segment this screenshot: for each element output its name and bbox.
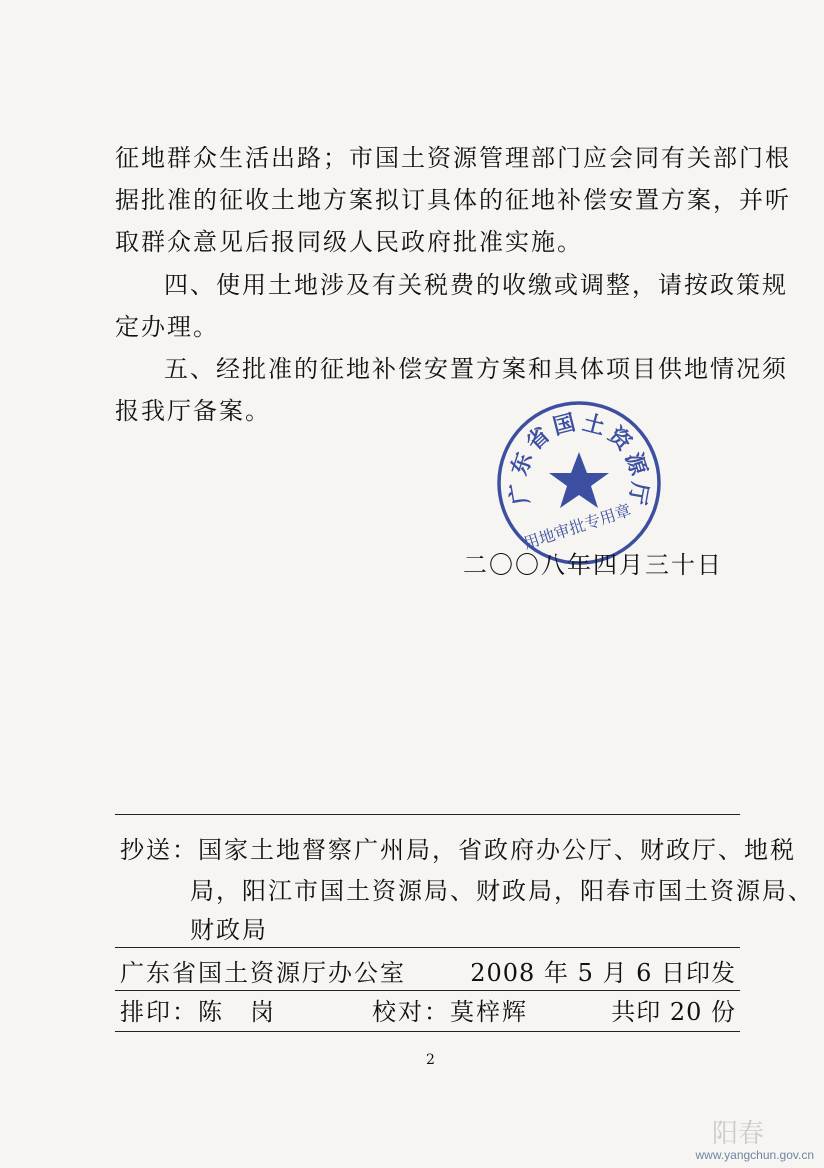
official-seal — [494, 398, 664, 568]
body-line-1: 征地群众生活出路；市国土资源管理部门应会同有关部门根 — [115, 144, 791, 172]
cc-line-3: 财政局 — [190, 916, 268, 944]
divider-bottom — [115, 1031, 740, 1032]
issuing-office: 广东省国土资源厅办公室 — [120, 959, 406, 987]
divider-top — [115, 814, 740, 815]
cc-line-2: 局，阳江市国土资源局、财政局，阳春市国土资源局、 — [190, 877, 814, 905]
body-line-3: 取群众意见后报同级人民政府批准实施。 — [115, 228, 583, 256]
seal-purpose-text: 用地审批专用章 — [521, 500, 634, 554]
body-line-2: 据批准的征收土地方案拟订具体的征地补偿安置方案，并听 — [115, 186, 791, 214]
body-line-4: 四、使用土地涉及有关税费的收缴或调整，请按政策规 — [164, 271, 788, 299]
body-line-7: 报我厅备案。 — [115, 397, 271, 425]
seal-char: 广 — [505, 480, 535, 507]
proofreader: 校对：莫梓辉 — [372, 998, 528, 1026]
divider-thin — [115, 990, 740, 991]
issue-date: 2008 年 5 月 6 日印发 — [470, 959, 736, 987]
seal-char: 厅 — [623, 480, 653, 507]
body-line-6: 五、经批准的征地补偿安置方案和具体项目供地情况须 — [164, 355, 788, 383]
cc-line-1: 抄送：国家土地督察广州局，省政府办公厅、财政厅、地税 — [120, 836, 796, 864]
typist: 排印：陈 岗 — [120, 998, 276, 1026]
seal-char: 国 — [550, 409, 579, 441]
document-date: 二〇〇八年四月三十日 — [463, 551, 723, 579]
seal-char: 源 — [620, 449, 652, 479]
body-line-5: 定办理。 — [115, 313, 219, 341]
watermark-logo: 阳春 — [711, 1119, 764, 1149]
divider-middle — [115, 947, 740, 948]
seal-char: 土 — [579, 409, 608, 441]
page-number: 2 — [426, 1052, 435, 1068]
seal-char: 东 — [506, 449, 538, 479]
seal-char: 资 — [602, 421, 637, 457]
print-copies: 共印 20 份 — [611, 998, 736, 1026]
watermark-url: www.yangchun.gov.cn — [695, 1148, 814, 1162]
seal-char: 省 — [521, 421, 556, 457]
